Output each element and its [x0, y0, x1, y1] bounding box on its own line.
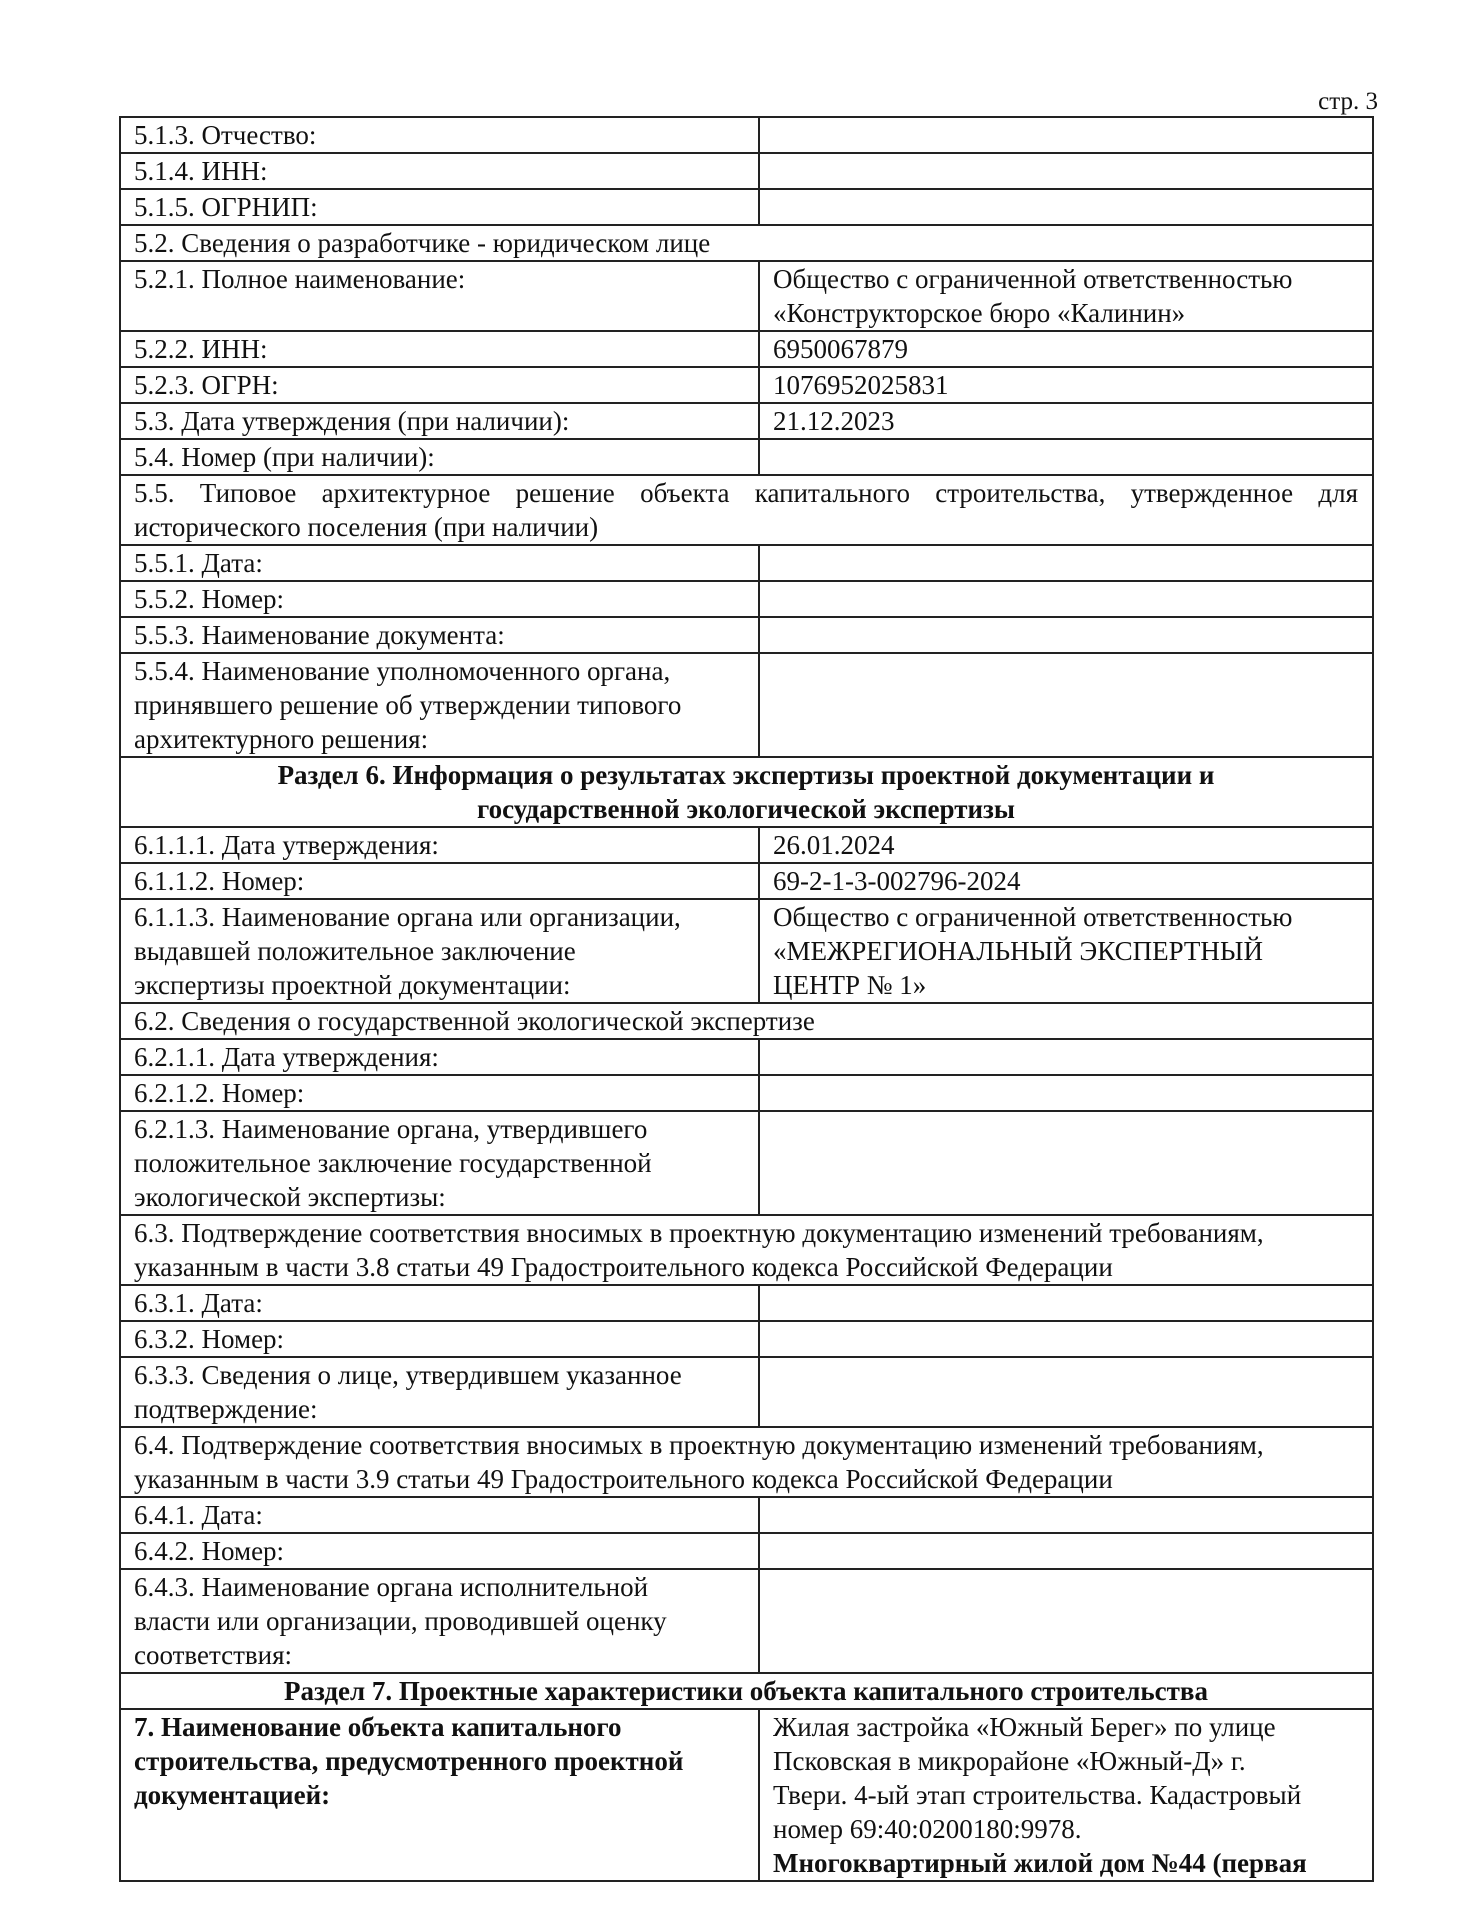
- field-value: [759, 653, 1373, 757]
- field-label: 6.1.1.2. Номер:: [120, 863, 759, 899]
- table-row: [120, 439, 1373, 475]
- field-value: [759, 117, 1373, 153]
- field-label: [120, 653, 759, 757]
- field-label: 6.3.2. Номер:: [120, 1321, 759, 1357]
- field-label: 5.5.3. Наименование документа:: [120, 617, 759, 653]
- value-line: Псковская в микрорайоне «Южный-Д» г.: [773, 1746, 1246, 1776]
- field-value: [759, 1569, 1373, 1673]
- field-label: 6.2.1.2. Номер:: [120, 1075, 759, 1111]
- table-row: [120, 545, 1373, 581]
- field-value: [759, 1039, 1373, 1075]
- field-label: 5.1.5. ОГРНИП:: [120, 189, 759, 225]
- field-value: [759, 899, 1373, 1003]
- table-row: [120, 189, 1373, 225]
- label-line: экологической экспертизы:: [134, 1182, 446, 1212]
- subsection-row: [120, 1215, 1373, 1285]
- section-7-heading: [120, 1673, 1373, 1709]
- value-line: Общество с ограниченной ответственностью: [773, 902, 1293, 932]
- field-value: [759, 261, 1373, 331]
- table-row: [120, 261, 1373, 331]
- label-line: 7. Наименование объекта капитального: [134, 1712, 622, 1742]
- table-row: [120, 117, 1373, 153]
- table-row: [120, 1075, 1373, 1111]
- table-row: [120, 863, 1373, 899]
- table-row: [120, 1709, 1373, 1881]
- label-line: положительное заключение государственной: [134, 1148, 652, 1178]
- section-heading-row: [120, 1673, 1373, 1709]
- label-line: строительства, предусмотренного проектной: [134, 1746, 684, 1776]
- subsection-title: 6.3. Подтверждение соответствия вносимых в проектную документацию изменений требованиям, указанным в части 3.8 статьи 49 Градостроительного кодекса Российской Федерации: [120, 1215, 1373, 1285]
- heading-line: государственной экологической экспертизы: [477, 794, 1015, 824]
- label-line: 6.3.3. Сведения о лице, утвердившем указанное: [134, 1360, 682, 1390]
- document-table: [119, 116, 1374, 1882]
- label-line: 6.4.3. Наименование органа исполнительной: [134, 1572, 649, 1602]
- field-label: 6.4.1. Дата:: [120, 1497, 759, 1533]
- field-value: [759, 1533, 1373, 1569]
- field-value: [759, 617, 1373, 653]
- table-row: [120, 153, 1373, 189]
- field-label: 6.4.2. Номер:: [120, 1533, 759, 1569]
- label-line: соответствия:: [134, 1640, 293, 1670]
- table-row: [120, 1357, 1373, 1427]
- value-line: номер 69:40:0200180:9978.: [773, 1814, 1082, 1844]
- value-line: «Конструкторское бюро «Калинин»: [773, 298, 1186, 328]
- value-line: ЦЕНТР № 1»: [773, 970, 927, 1000]
- table-row: [120, 331, 1373, 367]
- label-line: власти или организации, проводившей оценку: [134, 1606, 667, 1636]
- table-row: [120, 1285, 1373, 1321]
- label-line: 6.1.1.3. Наименование органа или организации,: [134, 902, 681, 932]
- field-value: [759, 153, 1373, 189]
- section-6-heading: [120, 757, 1373, 827]
- field-label: [120, 1709, 759, 1881]
- value-line: Жилая застройка «Южный Берег» по улице: [773, 1712, 1276, 1742]
- field-label: 6.3.1. Дата:: [120, 1285, 759, 1321]
- label-line: принявшего решение об утверждении типового: [134, 690, 682, 720]
- table-row: [120, 581, 1373, 617]
- label-line: архитектурного решения:: [134, 724, 429, 754]
- label-line: 6.2.1.3. Наименование органа, утвердившего: [134, 1114, 648, 1144]
- field-label: 5.1.3. Отчество:: [120, 117, 759, 153]
- section-heading-row: [120, 757, 1373, 827]
- table-row: [120, 617, 1373, 653]
- table-row: [120, 1111, 1373, 1215]
- value-line: Общество с ограниченной ответственностью: [773, 264, 1293, 294]
- table-row: [120, 1321, 1373, 1357]
- table-row: [120, 899, 1373, 1003]
- field-value: [759, 1497, 1373, 1533]
- field-value: [759, 581, 1373, 617]
- table-row: [120, 1039, 1373, 1075]
- field-label: 5.2.2. ИНН:: [120, 331, 759, 367]
- field-value: 26.01.2024: [759, 827, 1373, 863]
- field-label: 5.1.4. ИНН:: [120, 153, 759, 189]
- field-value: [759, 439, 1373, 475]
- field-value: 21.12.2023: [759, 403, 1373, 439]
- page-number: стр. 3: [1318, 88, 1378, 115]
- subsection-title: 5.5. Типовое архитектурное решение объекта капитального строительства, утвержденное для исторического поселения (при наличии): [120, 475, 1373, 545]
- label-line: экспертизы проектной документации:: [134, 970, 571, 1000]
- table-row: [120, 653, 1373, 757]
- field-label: 5.2.1. Полное наименование:: [120, 261, 759, 331]
- label-line: выдавшей положительное заключение: [134, 936, 576, 966]
- field-label: 5.4. Номер (при наличии):: [120, 439, 759, 475]
- field-value: [759, 545, 1373, 581]
- subsection-row: [120, 1427, 1373, 1497]
- table-row: [120, 1569, 1373, 1673]
- field-value: [759, 1709, 1373, 1881]
- subsection-title: 6.2. Сведения о государственной экологической экспертизе: [120, 1003, 1373, 1039]
- label-line: документацией:: [134, 1780, 331, 1810]
- field-value: [759, 1357, 1373, 1427]
- table-row: [120, 403, 1373, 439]
- subsection-title: 6.4. Подтверждение соответствия вносимых в проектную документацию изменений требованиям, указанным в части 3.9 статьи 49 Градостроительного кодекса Российской Федерации: [120, 1427, 1373, 1497]
- field-label: 5.3. Дата утверждения (при наличии):: [120, 403, 759, 439]
- field-label: [120, 1111, 759, 1215]
- subsection-row: [120, 225, 1373, 261]
- subsection-row: [120, 1003, 1373, 1039]
- table-row: [120, 1533, 1373, 1569]
- subsection-title: 5.2. Сведения о разработчике - юридическом лице: [120, 225, 1373, 261]
- value-line-bold: Многоквартирный жилой дом №44 (первая: [773, 1848, 1307, 1878]
- label-line: 5.5.4. Наименование уполномоченного органа,: [134, 656, 671, 686]
- field-label: [120, 1357, 759, 1427]
- value-line: «МЕЖРЕГИОНАЛЬНЫЙ ЭКСПЕРТНЫЙ: [773, 936, 1263, 966]
- heading-line: Раздел 7. Проектные характеристики объекта капитального строительства: [284, 1676, 1208, 1706]
- field-value: 6950067879: [759, 331, 1373, 367]
- table-row: [120, 1497, 1373, 1533]
- field-value: [759, 1111, 1373, 1215]
- field-label: 5.2.3. ОГРН:: [120, 367, 759, 403]
- field-label: 5.5.2. Номер:: [120, 581, 759, 617]
- field-value: 69-2-1-3-002796-2024: [759, 863, 1373, 899]
- field-value: [759, 1285, 1373, 1321]
- field-label: 5.5.1. Дата:: [120, 545, 759, 581]
- field-value: [759, 189, 1373, 225]
- field-label: 6.1.1.1. Дата утверждения:: [120, 827, 759, 863]
- field-label: 6.2.1.1. Дата утверждения:: [120, 1039, 759, 1075]
- heading-line: Раздел 6. Информация о результатах экспертизы проектной документации и: [277, 760, 1215, 790]
- value-line: Твери. 4-ый этап строительства. Кадастровый: [773, 1780, 1302, 1810]
- field-label: [120, 1569, 759, 1673]
- field-value: [759, 1321, 1373, 1357]
- field-label: [120, 899, 759, 1003]
- field-value: 1076952025831: [759, 367, 1373, 403]
- subsection-row: [120, 475, 1373, 545]
- field-value: [759, 1075, 1373, 1111]
- table-row: [120, 367, 1373, 403]
- table-row: [120, 827, 1373, 863]
- label-line: подтверждение:: [134, 1394, 318, 1424]
